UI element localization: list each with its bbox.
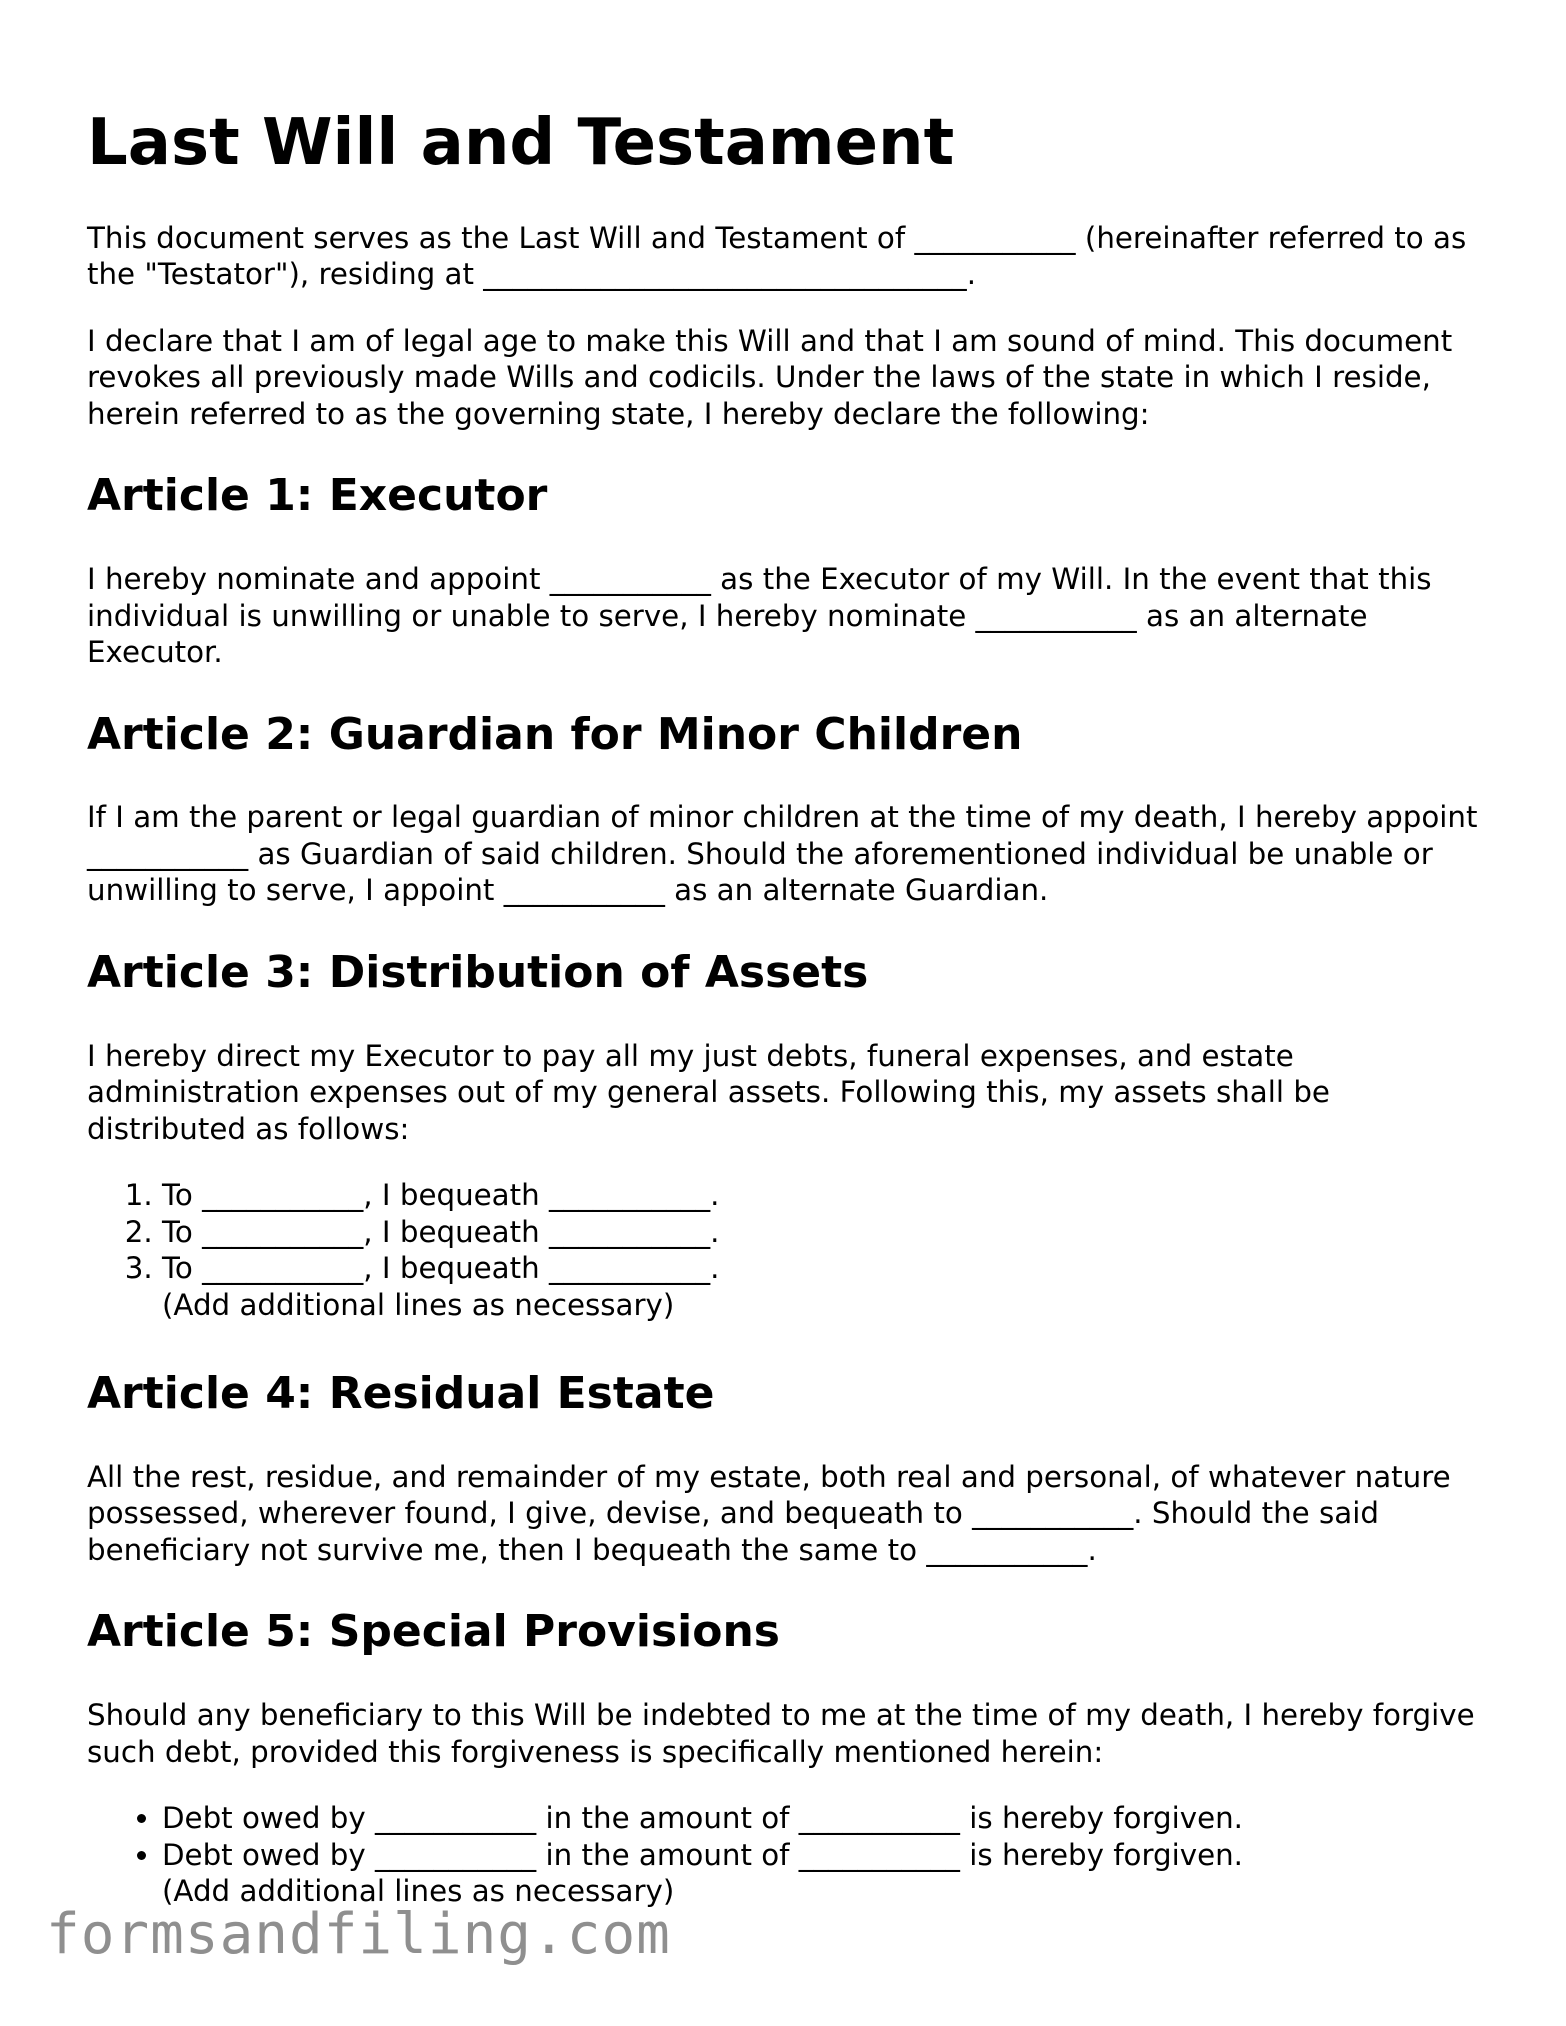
list-item: • Debt owed by ___________ in the amount of ___________ is hereby forgiven. (162, 1837, 1487, 1874)
article-3-heading: Article 3: Distribution of Assets (87, 946, 869, 998)
list-item: 3. To ___________, I bequeath ___________. (162, 1250, 1487, 1287)
article-2-text: If I am the parent or legal guardian of minor children at the time of my death, I hereby appoint ___________ as Guardian of said children. Should the aforementioned individual be unable or unwilling to serve, I appoint ___________ as an alternate Guardian. (87, 800, 1478, 908)
document-page (87, 105, 1487, 1955)
intro-paragraph-testator: This document serves as the Last Will and Testament of ___________ (hereinafter referred to as the "Testator"), residing at _________________________________. (87, 220, 1467, 292)
list-item: 2. To ___________, I bequeath ___________. (162, 1214, 1487, 1251)
bequest-list-note: (Add additional lines as necessary) (162, 1287, 675, 1322)
debt-list-note: (Add additional lines as necessary) (162, 1874, 675, 1909)
bequest-list (87, 1177, 1487, 1287)
list-item: • Debt owed by ___________ in the amount of ___________ is hereby forgiven. (162, 1800, 1487, 1837)
article-4-text: All the rest, residue, and remainder of my estate, both real and personal, of whatever nature possessed, wherever found, I give, devise, and bequeath to ___________. Should the said beneficiary not survive me, then I bequeath the same to ___________. (87, 1459, 1451, 1567)
watermark: formsandfiling.com (46, 1902, 671, 1967)
article-5-heading: Article 5: Special Provisions (87, 1606, 780, 1658)
article-4-heading: Article 4: Residual Estate (87, 1368, 715, 1420)
article-1-text: I hereby nominate and appoint ___________ as the Executor of my Will. In the event that this individual is unwilling or unable to serve, I hereby nominate ___________ as an alternate Executor. (87, 562, 1432, 670)
intro-paragraph-declaration: I declare that I am of legal age to make this Will and that I am sound of mind. This document revokes all previously made Wills and codicils. Under the laws of the state in which I reside, herein referred to as the governing state, I hereby declare the following: (87, 323, 1453, 431)
debt-forgiveness-list (87, 1800, 1487, 1873)
article-2-heading: Article 2: Guardian for Minor Children (87, 708, 1023, 760)
list-item: 1. To ___________, I bequeath ___________. (162, 1177, 1487, 1214)
article-5-text: Should any beneficiary to this Will be indebted to me at the time of my death, I hereby forgive such debt, provided this forgiveness is specifically mentioned herein: (87, 1698, 1475, 1769)
article-3-text: I hereby direct my Executor to pay all my just debts, funeral expenses, and estate administration expenses out of my general assets. Following this, my assets shall be distributed as follows: (87, 1038, 1330, 1146)
article-1-heading: Article 1: Executor (87, 470, 548, 522)
document-title: Last Will and Testament (87, 106, 955, 180)
